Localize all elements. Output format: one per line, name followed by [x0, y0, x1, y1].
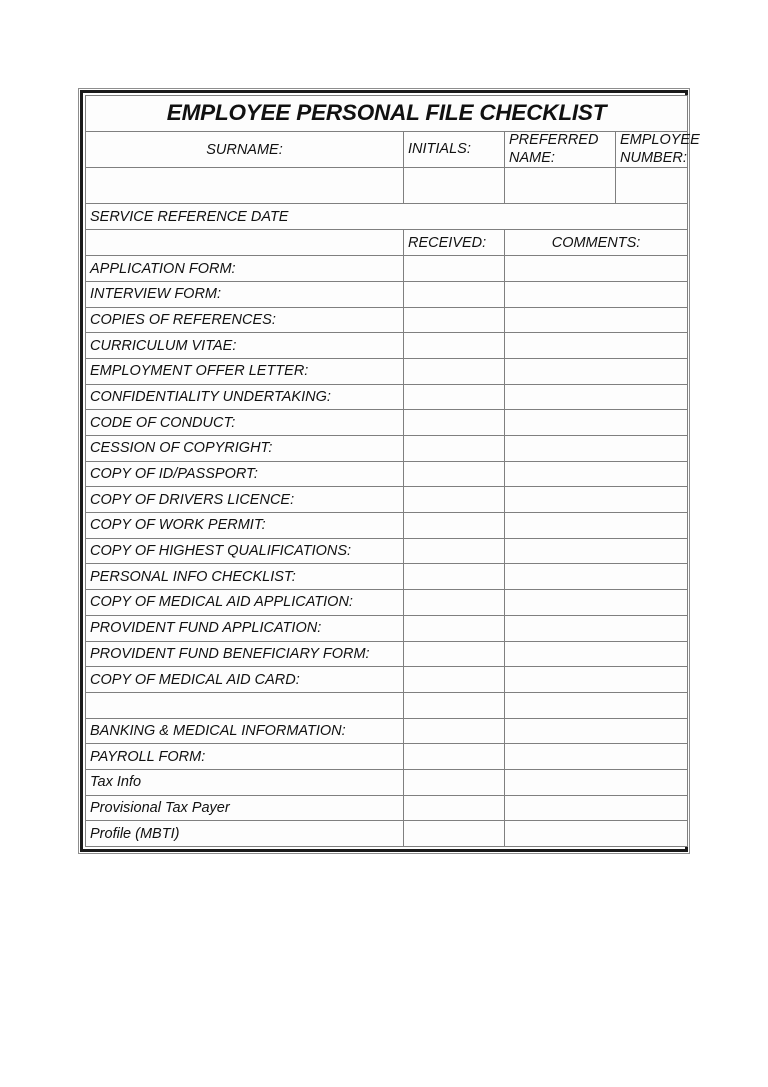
- checklist-row-label[interactable]: COPY OF ID/PASSPORT:: [86, 461, 404, 487]
- checklist-form-frame-inner: [80, 90, 700, 852]
- checklist-row: [86, 256, 688, 282]
- checklist-row-label[interactable]: Provisional Tax Payer: [86, 795, 404, 821]
- checklist-row: [86, 436, 688, 462]
- checklist-row-comments-cell[interactable]: [505, 513, 688, 539]
- checklist-row-received-cell[interactable]: [404, 641, 505, 667]
- checklist-row-label[interactable]: APPLICATION FORM:: [86, 256, 404, 282]
- checklist-row-label[interactable]: BANKING & MEDICAL INFORMATION:: [86, 718, 404, 744]
- comments-column-header: COMMENTS:: [505, 230, 688, 256]
- checklist-row: [86, 410, 688, 436]
- checklist-row-comments-cell[interactable]: [505, 538, 688, 564]
- checklist-row: [86, 590, 688, 616]
- checklist-row: [86, 667, 688, 693]
- employee-number-field[interactable]: [616, 168, 688, 204]
- checklist-row: [86, 641, 688, 667]
- checklist-row-comments-cell[interactable]: [505, 461, 688, 487]
- checklist-row-label[interactable]: COPY OF HIGHEST QUALIFICATIONS:: [86, 538, 404, 564]
- checklist-row-comments-cell[interactable]: [505, 333, 688, 359]
- checklist-row-received-cell[interactable]: [404, 564, 505, 590]
- service-reference-date-row: [86, 204, 688, 230]
- surname-field[interactable]: [86, 168, 404, 204]
- checklist-row-received-cell[interactable]: [404, 307, 505, 333]
- checklist-row: [86, 307, 688, 333]
- checklist-row: [86, 358, 688, 384]
- checklist-row: [86, 718, 688, 744]
- item-column-header: [86, 230, 404, 256]
- checklist-row-label[interactable]: PROVIDENT FUND BENEFICIARY FORM:: [86, 641, 404, 667]
- checklist-row: [86, 513, 688, 539]
- page-title: EMPLOYEE PERSONAL FILE CHECKLIST: [86, 96, 688, 132]
- checklist-row-comments-cell[interactable]: [505, 692, 688, 718]
- checklist-row-label[interactable]: COPY OF MEDICAL AID APPLICATION:: [86, 590, 404, 616]
- checklist-row-label[interactable]: CONFIDENTIALITY UNDERTAKING:: [86, 384, 404, 410]
- checklist-row-comments-cell[interactable]: [505, 744, 688, 770]
- service-reference-date-label[interactable]: SERVICE REFERENCE DATE: [86, 204, 688, 230]
- checklist-row-comments-cell[interactable]: [505, 307, 688, 333]
- checklist-row-label[interactable]: COPY OF DRIVERS LICENCE:: [86, 487, 404, 513]
- identity-header-value-row: [86, 168, 688, 204]
- checklist-row-received-cell[interactable]: [404, 384, 505, 410]
- checklist-row-received-cell[interactable]: [404, 718, 505, 744]
- checklist-row-label[interactable]: EMPLOYMENT OFFER LETTER:: [86, 358, 404, 384]
- employee-file-checklist-table: [85, 95, 700, 847]
- initials-field[interactable]: [404, 168, 505, 204]
- checklist-row-comments-cell[interactable]: [505, 590, 688, 616]
- checklist-row-received-cell[interactable]: [404, 769, 505, 795]
- checklist-row-received-cell[interactable]: [404, 590, 505, 616]
- checklist-row-label[interactable]: PERSONAL INFO CHECKLIST:: [86, 564, 404, 590]
- checklist-row-received-cell[interactable]: [404, 256, 505, 282]
- checklist-row-label[interactable]: CODE OF CONDUCT:: [86, 410, 404, 436]
- checklist-row-received-cell[interactable]: [404, 615, 505, 641]
- identity-header-label-row: [86, 131, 688, 167]
- checklist-row-comments-cell[interactable]: [505, 281, 688, 307]
- checklist-row-comments-cell[interactable]: [505, 795, 688, 821]
- checklist-row-label[interactable]: CESSION OF COPYRIGHT:: [86, 436, 404, 462]
- checklist-row-received-cell[interactable]: [404, 281, 505, 307]
- checklist-row-comments-cell[interactable]: [505, 358, 688, 384]
- received-column-header: RECEIVED:: [404, 230, 505, 256]
- checklist-row-label[interactable]: Profile (MBTI): [86, 821, 404, 847]
- preferred-name-label: PREFERRED NAME:: [505, 131, 616, 167]
- checklist-row-comments-cell[interactable]: [505, 821, 688, 847]
- checklist-row-comments-cell[interactable]: [505, 564, 688, 590]
- checklist-row-label[interactable]: CURRICULUM VITAE:: [86, 333, 404, 359]
- checklist-row-label[interactable]: PAYROLL FORM:: [86, 744, 404, 770]
- checklist-row-received-cell[interactable]: [404, 487, 505, 513]
- checklist-row-received-cell[interactable]: [404, 538, 505, 564]
- checklist-row-received-cell[interactable]: [404, 358, 505, 384]
- checklist-row: [86, 461, 688, 487]
- checklist-table-body: [86, 96, 700, 847]
- checklist-row-received-cell[interactable]: [404, 461, 505, 487]
- checklist-row-comments-cell[interactable]: [505, 436, 688, 462]
- checklist-row-label[interactable]: COPIES OF REFERENCES:: [86, 307, 404, 333]
- checklist-row-label[interactable]: COPY OF MEDICAL AID CARD:: [86, 667, 404, 693]
- checklist-row: [86, 769, 688, 795]
- checklist-row-received-cell[interactable]: [404, 667, 505, 693]
- checklist-row-received-cell[interactable]: [404, 410, 505, 436]
- checklist-row: [86, 487, 688, 513]
- checklist-row-label[interactable]: COPY OF WORK PERMIT:: [86, 513, 404, 539]
- checklist-row: [86, 615, 688, 641]
- checklist-row-received-cell[interactable]: [404, 333, 505, 359]
- checklist-row-label[interactable]: Tax Info: [86, 769, 404, 795]
- checklist-row-comments-cell[interactable]: [505, 615, 688, 641]
- checklist-row: [86, 564, 688, 590]
- checklist-row: [86, 538, 688, 564]
- checklist-row: [86, 384, 688, 410]
- checklist-row-comments-cell[interactable]: [505, 718, 688, 744]
- checklist-row: [86, 692, 688, 718]
- column-header-row: [86, 230, 688, 256]
- checklist-row-comments-cell[interactable]: [505, 256, 688, 282]
- checklist-row-label[interactable]: INTERVIEW FORM:: [86, 281, 404, 307]
- checklist-row: [86, 821, 688, 847]
- checklist-row-label[interactable]: PROVIDENT FUND APPLICATION:: [86, 615, 404, 641]
- checklist-row-received-cell[interactable]: [404, 795, 505, 821]
- title-row: [86, 96, 688, 132]
- checklist-row-spacer: [86, 692, 404, 718]
- checklist-row: [86, 333, 688, 359]
- checklist-row-comments-cell[interactable]: [505, 667, 688, 693]
- checklist-row: [86, 281, 688, 307]
- checklist-row-received-cell[interactable]: [404, 513, 505, 539]
- checklist-row-comments-cell[interactable]: [505, 641, 688, 667]
- surname-label: SURNAME:: [86, 131, 404, 167]
- checklist-row-comments-cell[interactable]: [505, 384, 688, 410]
- checklist-row-comments-cell[interactable]: [505, 769, 688, 795]
- checklist-row-comments-cell[interactable]: [505, 410, 688, 436]
- checklist-row-comments-cell[interactable]: [505, 487, 688, 513]
- checklist-row-received-cell[interactable]: [404, 744, 505, 770]
- checklist-row: [86, 744, 688, 770]
- checklist-row: [86, 795, 688, 821]
- checklist-row-received-cell[interactable]: [404, 821, 505, 847]
- employee-number-label: EMPLOYEE NUMBER:: [616, 131, 688, 167]
- checklist-row-received-cell[interactable]: [404, 692, 505, 718]
- checklist-form-frame: [78, 88, 700, 854]
- initials-label: INITIALS:: [404, 131, 505, 167]
- preferred-name-field[interactable]: [505, 168, 616, 204]
- checklist-row-received-cell[interactable]: [404, 436, 505, 462]
